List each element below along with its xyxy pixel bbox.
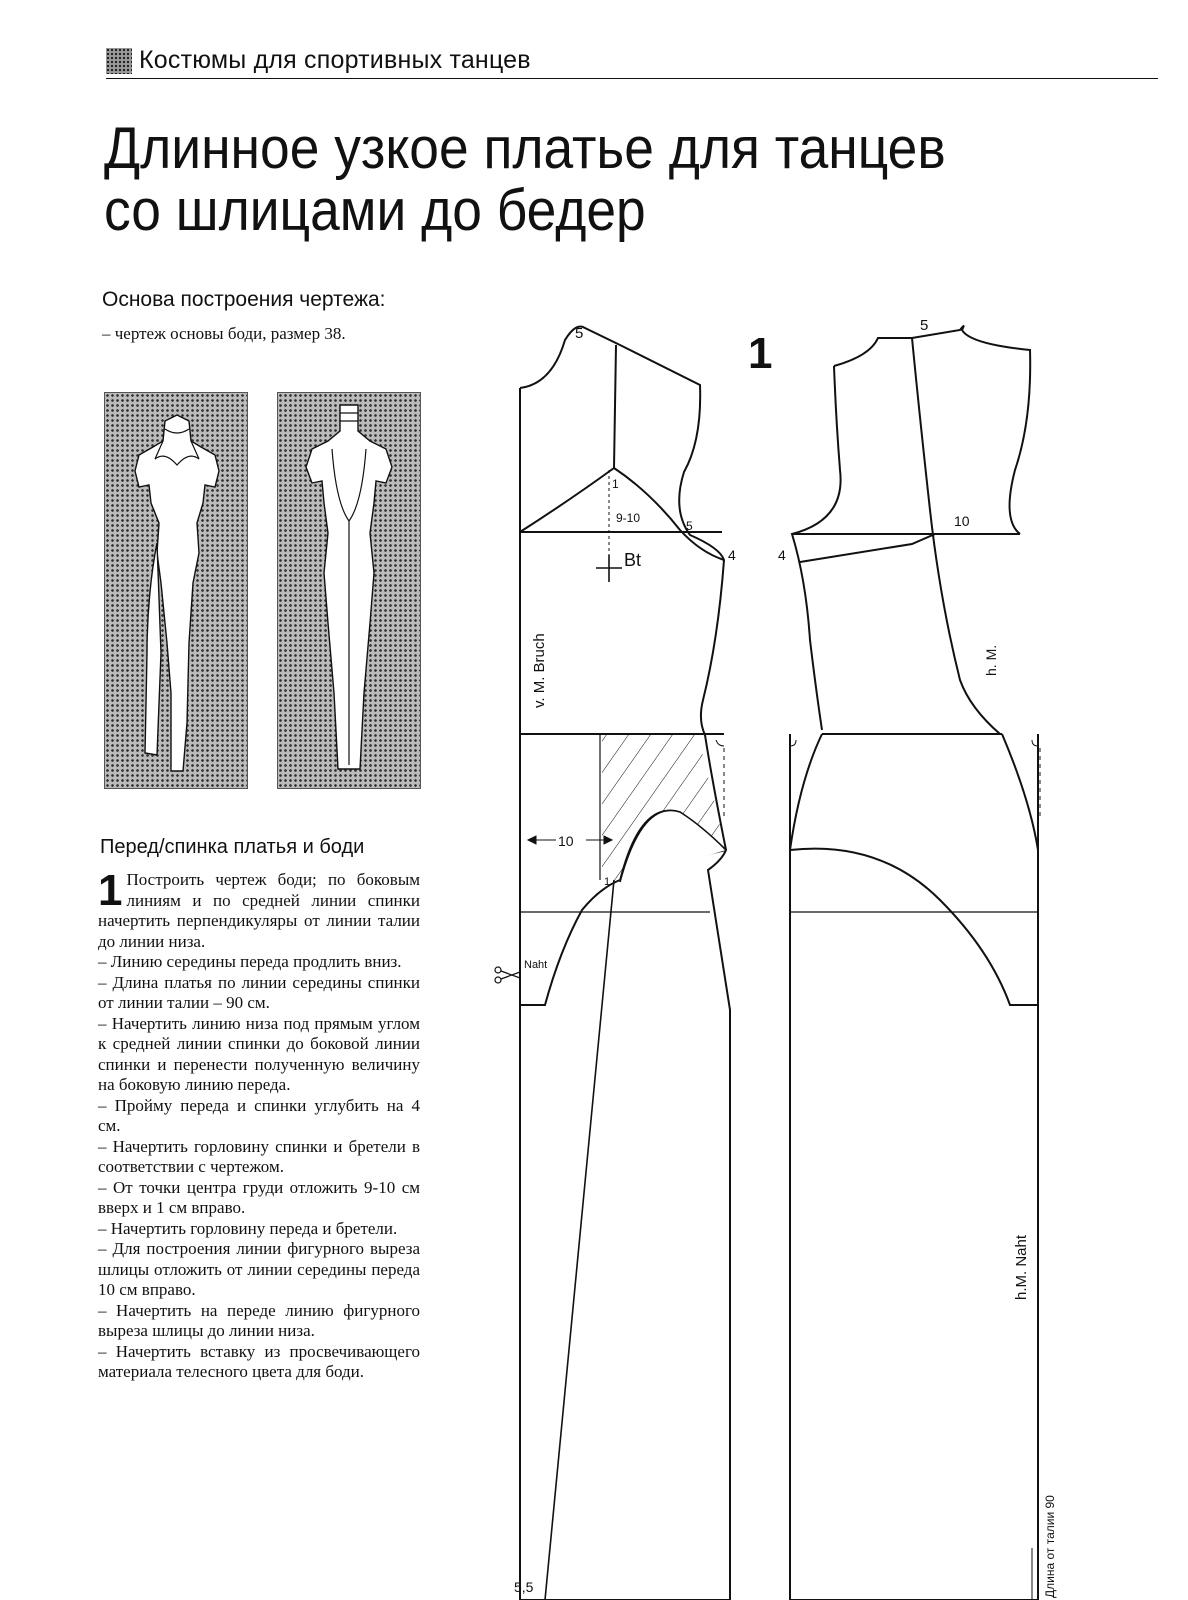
page-title-line-1: Длинное узкое платье для танцев <box>104 116 946 181</box>
instruction-line: – Начертить горловину спинки и бретели в соответствии с чертежом. <box>98 1136 420 1176</box>
scissors-icon <box>495 967 520 983</box>
back-ten-label: 10 <box>954 513 970 529</box>
dart-one-label: 1 <box>612 477 619 491</box>
instruction-line: – Длина платья по линии середины спинки от линии талии – 90 см. <box>98 972 420 1012</box>
center-back-label: h. M. <box>983 644 999 676</box>
center-front-fold-label: v. M. Bruch <box>531 633 548 708</box>
section-header-title: Костюмы для спортивных танцев <box>139 46 531 74</box>
section-heading: Перед/спинка платья и боди <box>100 836 365 858</box>
instruction-line: – Пройму переда и спинки углубить на 4 см. <box>98 1095 420 1135</box>
armhole-back-label: 4 <box>778 547 786 563</box>
figure-number: 1 <box>748 329 773 378</box>
instruction-line: – Линию середины переда продлить вниз. <box>98 952 402 971</box>
instruction-line: – Для построения линии фигурного выреза шлицы отложить от линии середины переда 10 см вправо. <box>98 1239 420 1299</box>
slit-one-label: 1 <box>604 876 611 888</box>
center-back-seam-label: h.M. Naht <box>1013 1234 1030 1300</box>
instruction-line: – Начертить на переде линию фигурного выреза шлицы до линии низа. <box>98 1300 420 1340</box>
dart-range-label: 9-10 <box>616 511 641 525</box>
step-number: 1 <box>98 866 123 915</box>
bust-point-label: Bt <box>624 550 642 570</box>
instruction-line: – Начертить горловину переда и бретели. <box>98 1218 398 1238</box>
back-shoulder-label: 5 <box>920 317 929 334</box>
instruction-line: – Начертить вставку из просвечивающего материала телесного цвета для боди. <box>98 1341 420 1381</box>
instruction-line: – От точки центра груди отложить 9-10 см вверх и 1 см вправо. <box>98 1177 420 1217</box>
back-pattern-piece <box>790 326 1038 1600</box>
front-shoulder-label: 5 <box>575 325 584 342</box>
page-title-line-2: со шлицами до бедер <box>104 178 646 243</box>
slit-offset-label: 10 <box>558 833 574 849</box>
basis-heading: Основа построения чертежа: <box>102 288 386 311</box>
basis-item: – чертеж основы боди, размер 38. <box>102 324 346 343</box>
armhole-front-label: 4 <box>728 547 736 563</box>
instruction-line: – Начертить линию низа под прямым углом к средней линии спинки до боковой линии спинки и перенести полученную величину на боковую линию переда. <box>98 1013 420 1094</box>
seam-label: Naht <box>524 959 548 971</box>
dart-five-label: 5 <box>686 519 693 533</box>
hem-offset-label: 5,5 <box>514 1579 534 1595</box>
instruction-line: Построить чертеж боди; по боковым линиям и по средней линии спинки начертить перпендикуляры от линии талии до линии низа. <box>98 870 420 951</box>
length-note-label: Длина от талии 90 <box>1043 1495 1057 1598</box>
